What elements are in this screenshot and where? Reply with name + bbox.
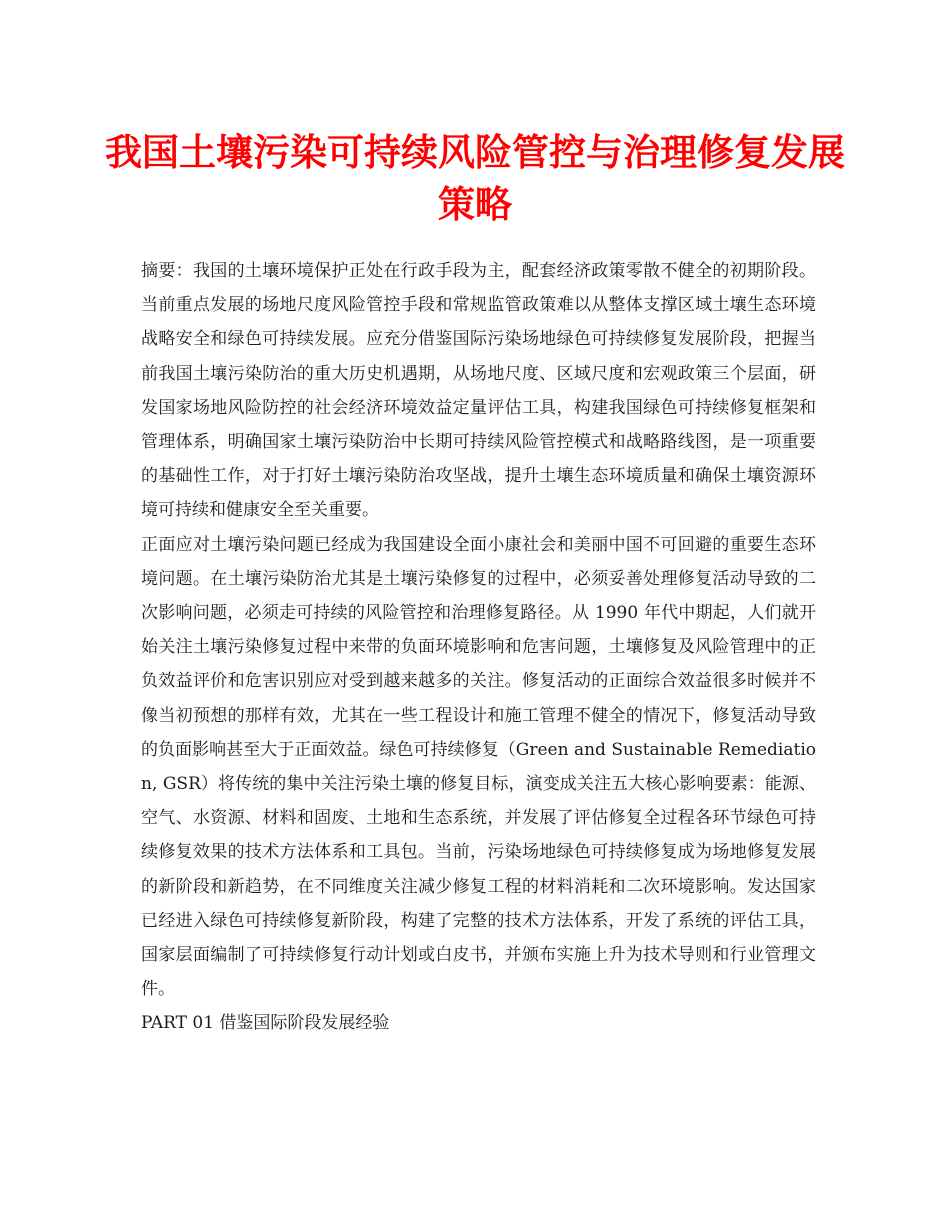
document-title: 我国土壤污染可持续风险管控与治理修复发展策略	[105, 130, 845, 226]
document-body	[141, 254, 816, 1041]
abstract-paragraph: 摘要：我国的土壤环境保护正处在行政手段为主，配套经济政策零散不健全的初期阶段。当前重点发展的场地尺度风险管控手段和常规监管政策难以从整体支撑区域土壤生态环境战略安全和绿色可持续发展。应充分借鉴国际污染场地绿色可持续修复发展阶段，把握当前我国土壤污染防治的重大历史机遇期，从场地尺度、区域尺度和宏观政策三个层面，研发国家场地风险防控的社会经济环境效益定量评估工具，构建我国绿色可持续修复框架和管理体系，明确国家土壤污染防治中长期可持续风险管控模式和战略路线图，是一项重要的基础性工作，对于打好土壤污染防治攻坚战，提升土壤生态环境质量和确保土壤资源环境可持续和健康安全至关重要。	[141, 261, 816, 521]
body-paragraph: 正面应对土壤污染问题已经成为我国建设全面小康社会和美丽中国不可回避的重要生态环境问题。在土壤污染防治尤其是土壤污染修复的过程中，必须妥善处理修复活动导致的二次影响问题，必须走可持续的风险管控和治理修复路径。从 1990 年代中期起，人们就开始关注土壤污染修复过程中来带的负面环境影响和危害问题，土壤修复及风险管理中的正负效益评价和危害识别应对受到越来越多的关注。修复活动的正面综合效益很多时候并不像当初预想的那样有效，尤其在一些工程设计和施工管理不健全的情况下，修复活动导致的负面影响甚至大于正面效益。绿色可持续修复（Green and Sustainable Remediation, GSR）将传统的集中关注污染土壤的修复目标，演变成关注五大核心影响要素：能源、空气、水资源、材料和固废、土地和生态系统，并发展了评估修复全过程各环节绿色可持续修复效果的技术方法体系和工具包。当前，污染场地绿色可持续修复成为场地修复发展的新阶段和新趋势，在不同维度关注减少修复工程的材料消耗和二次环境影响。发达国家已经进入绿色可持续修复新阶段，构建了完整的技术方法体系，开发了系统的评估工具，国家层面编制了可持续修复行动计划或白皮书，并颁布实施上升为技术导则和行业管理文件。	[141, 534, 816, 1000]
section-heading: PART 01 借鉴国际阶段发展经验	[141, 1013, 390, 1034]
